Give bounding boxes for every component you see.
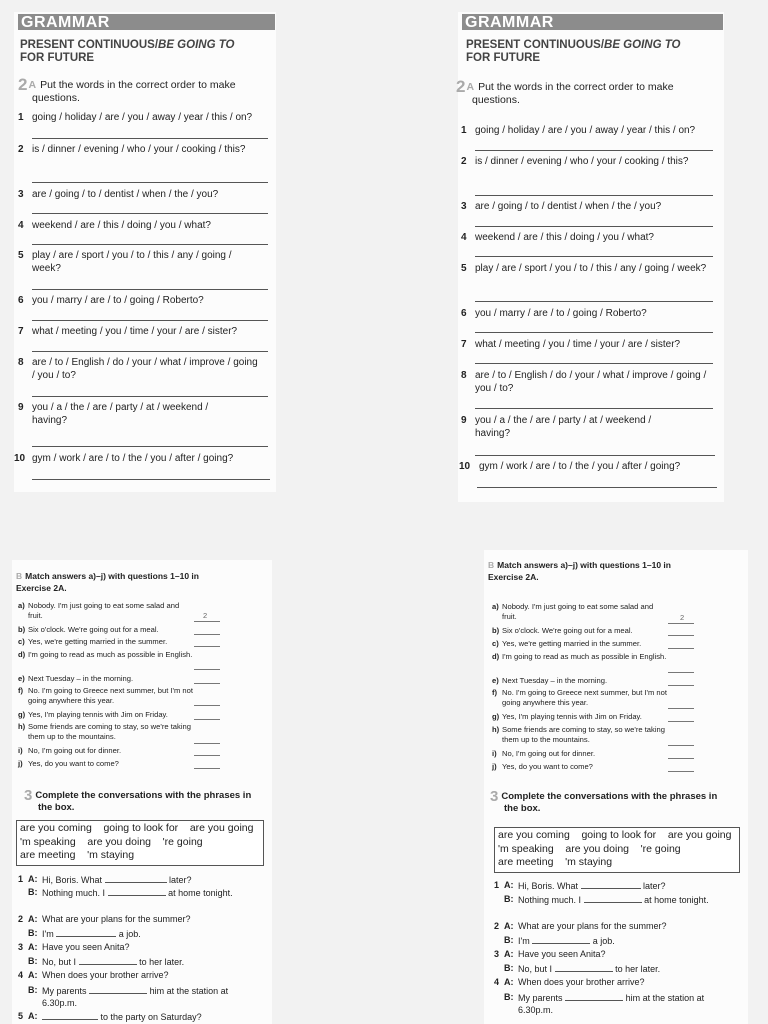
question-item: 10 gym / work / are / to / the / you / after / going? <box>459 461 681 472</box>
question-item: 5 play / are / sport / you / to / this / any / going / week? <box>18 250 232 274</box>
match-answer-item: f) No. I'm going to Greece next summer, but I'm not going anywhere this year. <box>492 688 667 707</box>
answer-line[interactable] <box>477 487 717 488</box>
conversation-line: 1 A: Hi, Boris. What later? <box>494 880 666 891</box>
phrase-box-row: are you coming going to look for are you going <box>20 822 254 834</box>
phrase-box-row: are meeting 'm staying <box>498 856 613 868</box>
match-answer-item: j) Yes, do you want to come? <box>492 762 593 771</box>
conversation-line: B: My parents him at the station at 6.30p.m. <box>28 985 229 1008</box>
answer-line[interactable] <box>475 455 715 456</box>
phrase-box <box>494 827 740 873</box>
question-item: 8 are / to / English / do / your / what / improve / going / you / to? <box>461 370 707 394</box>
answer-line[interactable] <box>475 195 713 196</box>
answer-line[interactable] <box>668 685 694 686</box>
conversation-line: 4 A: When does your brother arrive? <box>18 970 169 980</box>
answer-blank[interactable] <box>565 992 623 1001</box>
example-answer: 2 <box>203 611 208 620</box>
match-answer-item: d) I'm going to read as much as possible in English. <box>18 650 193 659</box>
conversation-line: 5 A: to the party on Saturday? <box>18 1011 202 1022</box>
conversation-line: 2 A: What are your plans for the summer? <box>494 921 667 931</box>
question-item: 9 you / a / the / are / party / at / weekend / having? <box>18 402 209 426</box>
match-answer-item: c) Yes, we're getting married in the summer. <box>18 637 168 646</box>
question-item: 3 are / going / to / dentist / when / the / you? <box>18 189 219 200</box>
answer-line[interactable] <box>475 150 713 151</box>
question-item: 1 going / holiday / are / you / away / year / this / on? <box>461 125 696 136</box>
answer-line[interactable] <box>668 771 694 772</box>
exercise-3-heading: 3 Complete the conversations with the phrases in the box. <box>24 787 252 813</box>
match-answer-item: b) Six o'clock. We're going out for a meal. <box>18 625 159 634</box>
question-item: 5 play / are / sport / you / to / this / any / going / week? <box>461 263 707 274</box>
question-item: 3 are / going / to / dentist / when / the / you? <box>461 201 662 212</box>
question-item: 8 are / to / English / do / your / what / improve / going / you / to? <box>18 357 258 381</box>
answer-line[interactable] <box>475 332 713 333</box>
match-answer-item: f) No. I'm going to Greece next summer, but I'm not going anywhere this year. <box>18 686 193 705</box>
answer-line[interactable] <box>475 408 713 409</box>
question-item: 7 what / meeting / you / time / your / are / sister? <box>18 326 238 337</box>
phrase-box-row: are meeting 'm staying <box>20 849 135 861</box>
question-item: 9 you / a / the / are / party / at / weekend / having? <box>461 415 652 439</box>
conversation-line: B: No, but I to her later. <box>504 963 661 974</box>
section-subtitle: PRESENT CONTINUOUS/BE GOING TO FOR FUTURE <box>466 39 681 64</box>
question-item: 4 weekend / are / this / doing / you / what? <box>461 232 654 243</box>
match-answer-item: a) Nobody. I'm just going to eat some salad and fruit. <box>492 602 654 621</box>
answer-line[interactable] <box>668 623 694 624</box>
phrase-box-row: 'm speaking are you doing 're going <box>498 842 681 855</box>
match-answer-item: i) No, I'm going out for dinner. <box>492 749 596 758</box>
conversation-line: 1 A: Hi, Boris. What later? <box>18 874 192 885</box>
match-answer-item: h) Some friends are coming to stay, so we're taking them up to the mountains. <box>492 725 665 744</box>
exercise-3-heading: 3 Complete the conversations with the phrases in the box. <box>490 788 718 814</box>
answer-line[interactable] <box>475 256 713 257</box>
question-item: 6 you / marry / are / to / going / Roberto? <box>461 308 647 319</box>
conversation-line: B: I'm a job. <box>504 935 615 946</box>
match-answer-item: c) Yes, we're getting married in the summer. <box>492 639 642 648</box>
question-item: 2 is / dinner / evening / who / your / cooking / this? <box>18 144 246 155</box>
match-answer-item: d) I'm going to read as much as possible in English. <box>492 652 667 661</box>
conversation-line: B: I'm a job. <box>28 928 141 939</box>
match-answer-item: g) Yes, I'm playing tennis with Jim on Friday. <box>492 712 642 721</box>
conversation-line: 4 A: When does your brother arrive? <box>494 977 645 987</box>
answer-line[interactable] <box>475 226 713 227</box>
answer-line[interactable] <box>668 672 694 673</box>
answer-blank[interactable] <box>584 894 642 903</box>
match-answer-item: g) Yes, I'm playing tennis with Jim on Friday. <box>18 710 168 719</box>
answer-line[interactable] <box>668 758 694 759</box>
conversation-line: 2 A: What are your plans for the summer? <box>18 914 191 924</box>
match-answer-item: i) No, I'm going out for dinner. <box>18 746 122 755</box>
answer-line[interactable] <box>668 745 694 746</box>
exercise-2b-heading: B Match answers a)–j) with questions 1–10 in Exercise 2A. <box>16 571 199 593</box>
example-answer: 2 <box>680 613 685 622</box>
answer-line[interactable] <box>668 635 694 636</box>
question-item: 6 you / marry / are / to / going / Roberto? <box>18 295 204 306</box>
question-item: 7 what / meeting / you / time / your / are / sister? <box>461 339 681 350</box>
answer-blank[interactable] <box>581 880 641 889</box>
question-item: 4 weekend / are / this / doing / you / what? <box>18 220 211 231</box>
match-answer-item: e) Next Tuesday – in the morning. <box>18 674 134 683</box>
exercise-2b-heading: B Match answers a)–j) with questions 1–10 in Exercise 2A. <box>488 560 671 582</box>
answer-line[interactable] <box>668 648 694 649</box>
exercise-2a-heading: 2A Put the words in the correct order to make questions. <box>18 75 236 104</box>
answer-line[interactable] <box>475 301 713 302</box>
answer-line[interactable] <box>668 708 694 709</box>
match-answer-item: b) Six o'clock. We're going out for a meal. <box>492 626 633 635</box>
match-answer-item: e) Next Tuesday – in the morning. <box>492 676 608 685</box>
match-answer-item: h) Some friends are coming to stay, so we're taking them up to the mountains. <box>18 722 191 741</box>
question-item: 2 is / dinner / evening / who / your / cooking / this? <box>461 156 689 167</box>
question-item: 1 going / holiday / are / you / away / year / this / on? <box>18 112 253 123</box>
conversation-line: 3 A: Have you seen Anita? <box>494 949 606 959</box>
phrase-box-row: 'm speaking are you doing 're going <box>20 835 203 848</box>
exercise-2a-heading: 2A Put the words in the correct order to make questions. <box>456 77 674 106</box>
conversation-line: B: No, but I to her later. <box>28 956 185 967</box>
phrase-box-row: are you coming going to look for are you going <box>498 829 732 841</box>
grammar-banner: GRAMMAR <box>18 14 275 30</box>
grammar-banner: GRAMMAR <box>462 14 723 30</box>
conversation-line: B: Nothing much. I at home tonight. <box>504 894 709 905</box>
question-item: 10 gym / work / are / to / the / you / after / going? <box>14 453 234 464</box>
match-answer-item: j) Yes, do you want to come? <box>18 759 119 768</box>
answer-line[interactable] <box>475 363 713 364</box>
conversation-line: B: My parents him at the station at 6.30p.m. <box>504 992 705 1015</box>
match-answer-item: a) Nobody. I'm just going to eat some salad and fruit. <box>18 601 180 620</box>
answer-blank[interactable] <box>532 935 590 944</box>
conversation-line: 3 A: Have you seen Anita? <box>18 942 130 952</box>
answer-line[interactable] <box>668 721 694 722</box>
conversation-line: B: Nothing much. I at home tonight. <box>28 887 233 898</box>
section-subtitle: PRESENT CONTINUOUS/BE GOING TO FOR FUTURE <box>20 39 235 64</box>
answer-blank[interactable] <box>555 963 613 972</box>
